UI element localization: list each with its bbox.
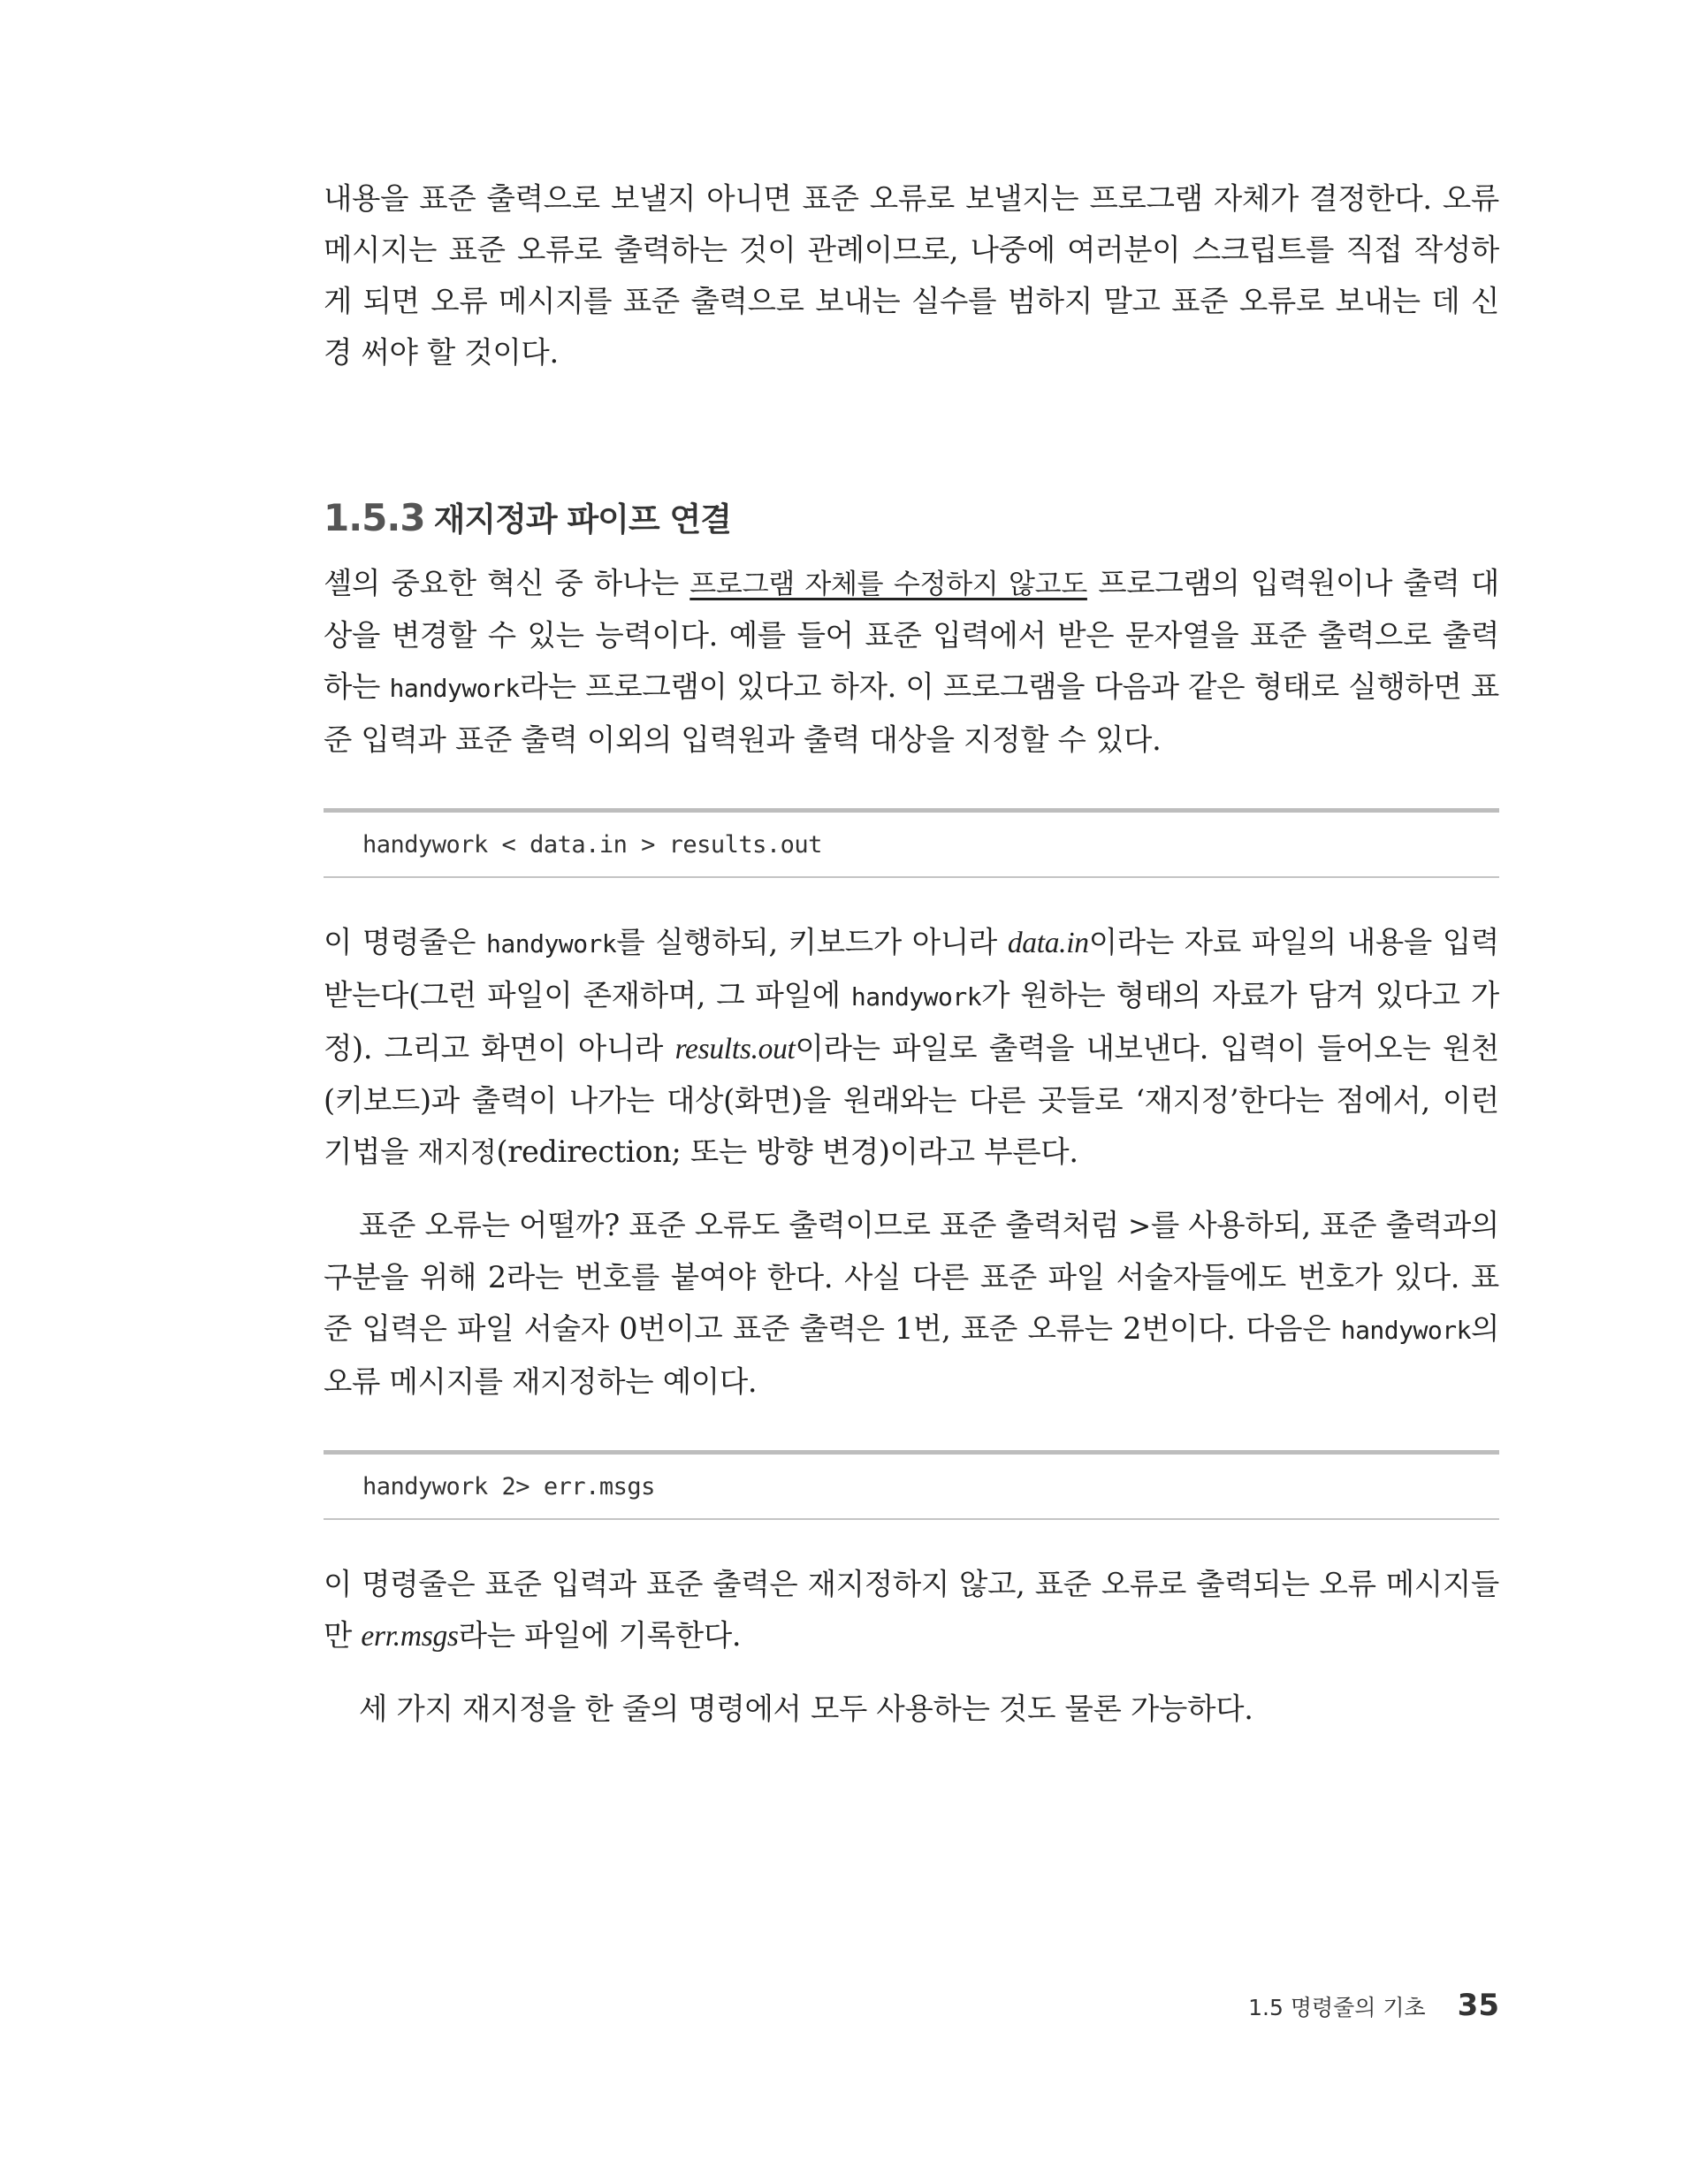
inline-code: handywork <box>850 982 982 1012</box>
filename: err.msgs <box>361 1620 459 1653</box>
text-run: 의 오류 메시지를 재지정하는 예이다. <box>324 1311 1499 1399</box>
text-run: 셸의 중요한 혁신 중 하나는 <box>324 566 690 600</box>
text-run: 이 명령줄은 표준 입력과 표준 출력은 재지정하지 않고, 표준 오류로 출력되는 오류 메시지들만 <box>324 1567 1499 1653</box>
text-run: 를 사용하되, 표준 출력과의 구분을 위해 2라는 번호를 붙여야 한다. 사실 다른 표준 파일 서술자들에도 번호가 있다. 표준 입력은 파일 서술자 0번이고 표준 출력은 1번, 표준 오류는 2번이다. 다음은 <box>324 1208 1499 1346</box>
text-run: 를 실행하되, 키보드가 아니라 <box>616 925 1008 959</box>
text-run: 프로그램의 입력원이나 출력 대상을 변경할 수 있는 능력이다. 예를 들어 표준 입력에서 받은 문자열을 표준 출력으로 출력하는 <box>324 566 1499 704</box>
body-paragraph <box>324 558 1499 766</box>
page-body <box>324 173 1499 1735</box>
filename: results.out <box>674 1033 796 1065</box>
text-run: 이라는 파일로 출력을 내보낸다. 입력이 들어오는 원천(키보드)과 출력이 나가는 대상(화면)을 원래와는 다른 곳들로 ‘재지정’한다는 점에서, 이런 기법을 <box>324 1031 1499 1169</box>
code-line: handywork 2> err.msgs <box>362 1473 655 1501</box>
code-block <box>324 808 1499 878</box>
page-number: 35 <box>1457 1988 1499 2023</box>
text-run: (redirection; 또는 방향 변경)이라고 부른다. <box>496 1134 1078 1169</box>
section-title: 재지정과 파이프 연결 <box>433 500 732 538</box>
body-paragraph: 세 가지 재지정을 한 줄의 명령에서 모두 사용하는 것도 물론 가능하다. <box>359 1691 1253 1726</box>
text-run: 라는 파일에 기록한다. <box>458 1618 742 1653</box>
inline-code: handywork <box>1340 1316 1471 1345</box>
body-paragraph: 내용을 표준 출력으로 보낼지 아니면 표준 오류로 보낼지는 프로그램 자체가 결정한다. 오류 메시지는 표준 오류로 출력하는 것이 관례이므로, 나중에 여러분이 스크립트를 직접 작성하게 되면 오류 메시지를 표준 출력으로 보내는 실수를 범하지 말고 표준 오류로 보내는 데 신경 써야 할 것이다. <box>324 181 1499 370</box>
text-run: 라는 프로그램이 있다고 하자. 이 프로그램을 다음과 같은 형태로 실행하면 표준 입력과 표준 출력 이외의 입력원과 출력 대상을 지정할 수 있다. <box>324 669 1499 757</box>
filename: data.in <box>1007 927 1089 959</box>
text-run: 가 원하는 형태의 자료가 담겨 있다고 가정). 그리고 화면이 아니라 <box>324 978 1499 1065</box>
code-line: handywork < data.in > results.out <box>362 831 822 859</box>
code-block <box>324 1450 1499 1520</box>
page-footer <box>1248 1988 1499 2023</box>
section-heading <box>324 492 1499 553</box>
key-term: 재지정 <box>417 1137 497 1169</box>
text-run: 이 명령줄은 <box>324 925 487 959</box>
body-paragraph <box>324 1559 1499 1662</box>
body-paragraph <box>324 1200 1499 1408</box>
emphasized-phrase: 프로그램 자체를 수정하지 않고도 <box>690 569 1087 600</box>
chapter-label: 1.5 명령줄의 기초 <box>1248 1995 1426 2020</box>
section-number: 1.5.3 <box>324 496 425 539</box>
redirect-symbol: > <box>1128 1210 1151 1242</box>
body-paragraph <box>324 917 1499 1179</box>
inline-code: handywork <box>389 674 520 703</box>
inline-code: handywork <box>486 929 617 958</box>
text-run: 표준 오류는 어떨까? 표준 오류도 출력이므로 표준 출력처럼 <box>359 1208 1129 1242</box>
text-run: 이라는 자료 파일의 내용을 입력받는다(그런 파일이 존재하며, 그 파일에 <box>324 925 1499 1012</box>
